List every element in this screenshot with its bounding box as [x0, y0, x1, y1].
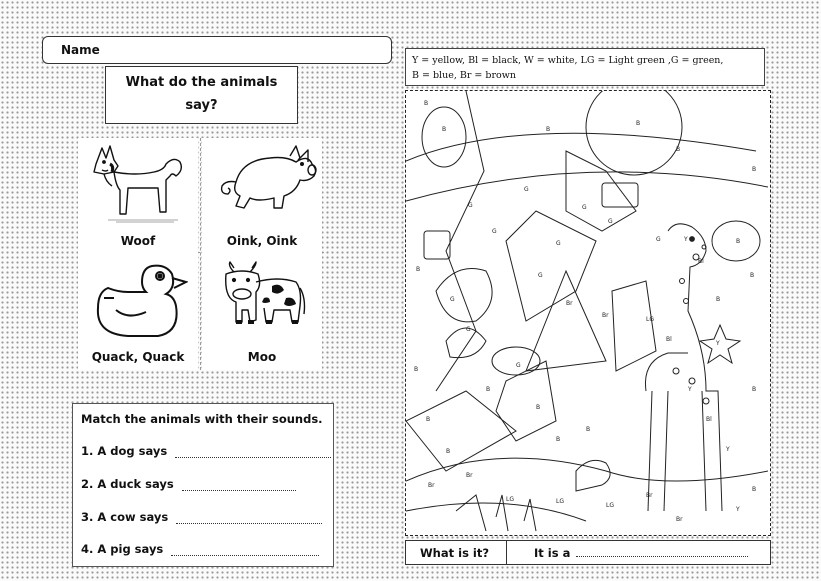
- legend-line-2: B = blue, Br = brown: [412, 70, 516, 81]
- svg-text:B: B: [416, 266, 421, 273]
- card-divider-vertical: [200, 138, 201, 370]
- answer-line[interactable]: [175, 447, 331, 458]
- svg-text:LG: LG: [646, 316, 654, 323]
- coloring-picture-icon: [406, 91, 768, 533]
- svg-text:Bl: Bl: [666, 336, 672, 343]
- match-label: 3. A cow says: [81, 510, 169, 524]
- svg-text:G: G: [608, 218, 613, 225]
- svg-text:B: B: [636, 120, 641, 127]
- svg-text:LG: LG: [506, 496, 514, 503]
- title-line-2: say?: [185, 98, 218, 113]
- card-label: Woof: [120, 234, 156, 248]
- answer-field: [534, 546, 748, 560]
- animal-card-duck: [78, 254, 198, 370]
- svg-text:Br: Br: [466, 472, 473, 479]
- svg-text:Y: Y: [736, 506, 740, 513]
- answer-line[interactable]: [171, 545, 319, 556]
- svg-text:B: B: [750, 272, 755, 279]
- svg-text:G: G: [538, 272, 543, 279]
- animal-card-cow: [202, 254, 322, 370]
- answer-separator: [506, 541, 507, 564]
- svg-text:B: B: [586, 426, 591, 433]
- svg-text:B: B: [442, 126, 447, 133]
- svg-text:G: G: [468, 202, 473, 209]
- answer-line[interactable]: [576, 546, 748, 557]
- svg-text:Br: Br: [646, 492, 653, 499]
- svg-text:G: G: [516, 362, 521, 369]
- svg-text:G: G: [524, 186, 529, 193]
- cow-icon: [212, 258, 312, 344]
- animal-card-pig: [202, 138, 322, 254]
- card-label: Quack, Quack: [91, 350, 185, 364]
- svg-text:B: B: [546, 126, 551, 133]
- svg-text:B: B: [752, 386, 757, 393]
- svg-text:Y: Y: [684, 236, 688, 243]
- card-label: Oink, Oink: [226, 234, 298, 248]
- answer-line[interactable]: [182, 480, 296, 491]
- match-item-pig: [81, 542, 319, 556]
- svg-text:Y: Y: [726, 446, 730, 453]
- name-field[interactable]: [42, 36, 392, 64]
- exercise-title: Match the animals with their sounds.: [81, 412, 323, 426]
- match-item-cow: [81, 510, 322, 524]
- svg-text:B: B: [536, 404, 541, 411]
- color-legend: [405, 48, 765, 86]
- svg-text:Y: Y: [688, 386, 692, 393]
- pig-icon: [212, 142, 320, 228]
- svg-text:LG: LG: [606, 502, 614, 509]
- svg-text:B: B: [736, 238, 741, 245]
- question-label: What is it?: [420, 546, 490, 560]
- match-label: 1. A dog says: [81, 444, 168, 458]
- card-label: Moo: [247, 350, 277, 364]
- name-label: Name: [61, 43, 100, 57]
- answer-line[interactable]: [176, 513, 322, 524]
- svg-text:B: B: [752, 166, 757, 173]
- svg-text:G: G: [466, 326, 471, 333]
- svg-text:Bl: Bl: [698, 258, 704, 265]
- match-item-dog: [81, 444, 331, 458]
- svg-text:B: B: [556, 436, 561, 443]
- answer-strip: [405, 540, 771, 565]
- svg-text:G: G: [492, 228, 497, 235]
- svg-text:G: G: [582, 204, 587, 211]
- svg-text:B: B: [716, 296, 721, 303]
- match-item-duck: [81, 477, 296, 491]
- matching-exercise: [72, 403, 334, 567]
- svg-text:Bl: Bl: [706, 416, 712, 423]
- color-by-code-picture: [405, 90, 771, 536]
- match-label: 2. A duck says: [81, 477, 174, 491]
- svg-text:B: B: [446, 448, 451, 455]
- svg-text:G: G: [450, 296, 455, 303]
- svg-text:LG: LG: [556, 498, 564, 505]
- dog-icon: [88, 142, 188, 228]
- match-label: 4. A pig says: [81, 542, 164, 556]
- svg-text:Y: Y: [716, 340, 720, 347]
- title-line-1: What do the animals: [125, 75, 278, 90]
- svg-text:Br: Br: [676, 516, 683, 523]
- svg-text:B: B: [486, 386, 491, 393]
- svg-text:Br: Br: [428, 482, 435, 489]
- svg-text:B: B: [752, 486, 757, 493]
- worksheet-title: [105, 66, 298, 124]
- svg-text:B: B: [424, 100, 429, 107]
- legend-line-1: Y = yellow, Bl = black, W = white, LG = Light green ,G = green,: [412, 55, 724, 66]
- svg-text:B: B: [414, 366, 419, 373]
- svg-text:G: G: [656, 236, 661, 243]
- animal-card-dog: [78, 138, 198, 254]
- duck-icon: [88, 258, 188, 344]
- answer-prompt: It is a: [534, 546, 571, 560]
- svg-text:Br: Br: [602, 312, 609, 319]
- svg-text:B: B: [676, 146, 681, 153]
- svg-text:Br: Br: [566, 300, 573, 307]
- svg-text:B: B: [426, 416, 431, 423]
- svg-text:G: G: [556, 240, 561, 247]
